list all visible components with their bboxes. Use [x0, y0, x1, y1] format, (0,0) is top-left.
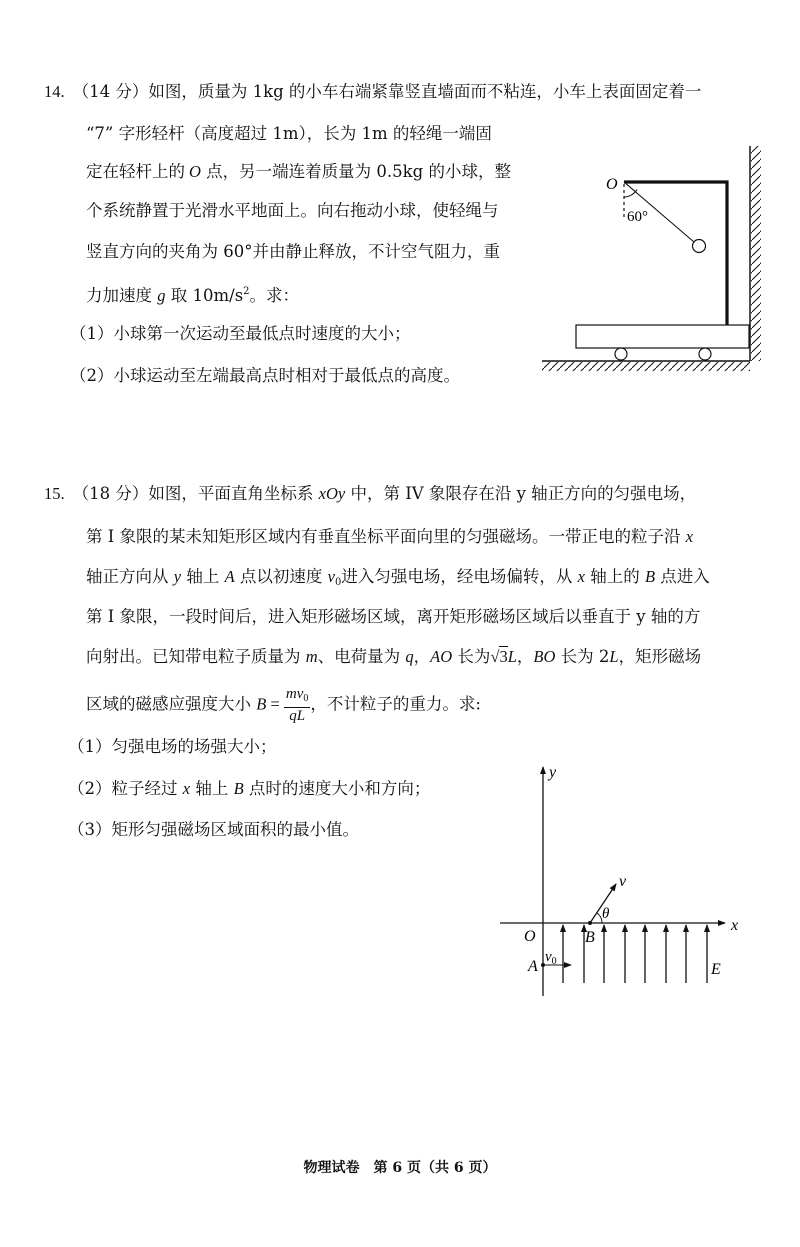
q15-text-3f: v [327, 567, 335, 586]
angle-arc [624, 190, 637, 198]
frac-denominator: qL [289, 708, 306, 724]
q15-text-1c: 中，第 IV 象限存在沿 y 轴正方向的匀强电场， [345, 484, 697, 503]
q15-sub-2e: 点时的速度大小和方向； [243, 779, 431, 798]
q14-text-6d: 2 [243, 286, 250, 297]
frac-num-text: mv [285, 686, 304, 702]
theta-label: θ [602, 906, 610, 922]
cart-body [576, 325, 749, 348]
q14-text-5: 竖直方向的夹角为 60°并由静止释放，不计空气阻力，重 [86, 242, 500, 261]
v0-label: $v_0$ [545, 949, 557, 967]
q15-text-2b: x [685, 527, 694, 546]
q14-sub-1-text: （1）小球第一次运动至最低点时速度的大小； [70, 324, 411, 343]
sqrt-sign: √ [490, 647, 500, 666]
q14-sub-2-text: （2）小球运动至左端最高点时相对于最低点的高度。 [70, 366, 460, 385]
q15-text-5d: q [405, 647, 414, 666]
q15-text-5e: ， [413, 647, 431, 666]
q15-text-1a: （18 分）如图，平面直角坐标系 [72, 484, 319, 503]
sqrt-radicand: 3 [499, 647, 508, 666]
ground-hatch [542, 362, 750, 371]
q15-text-6a: 区域的磁感应强度大小 [86, 694, 257, 714]
velocity-v-label: v [619, 873, 627, 890]
q15-text-1b: xOy [318, 484, 346, 503]
q15-text-4: 第 I 象限，一段时间后，进入矩形磁场区域，离开矩形磁场区域后以垂直于 y 轴的方 [86, 607, 701, 626]
q15-text-3k: B [644, 567, 656, 586]
point-A-label: A [528, 958, 538, 975]
y-axis-label: y [549, 764, 557, 781]
q15-sub-2c: 轴上 [190, 779, 234, 798]
angle-label: 60° [627, 209, 648, 225]
q14-text-6a: 力加速度 [86, 286, 158, 305]
q14-number: 14. [44, 82, 65, 101]
q15-text-3g: 0 [335, 577, 342, 588]
q15-text-3l: 点进入 [655, 567, 710, 586]
q14-text-6c: 取 10m/s [165, 286, 244, 305]
q15-text-2a: 第 I 象限的某未知矩形区域内有垂直坐标平面向里的匀强磁场。一带正电的粒子沿 [86, 527, 686, 546]
q14-text-2: “7” 字形轻杆（高度超过 1m），长为 1m 的轻绳一端固 [86, 124, 492, 143]
q14-text-6b: g [157, 286, 166, 305]
q15-text-5g: 长为 [452, 647, 491, 666]
ball [693, 240, 706, 253]
q15-text-5a: 向射出。已知带电粒子质量为 [86, 647, 306, 666]
q15-text-3a: 轴正方向从 [86, 567, 174, 586]
q15-text-5c: 、电荷量为 [317, 647, 406, 666]
q15-sub-3-text: （3）矩形匀强磁场区域面积的最小值。 [68, 820, 359, 839]
q15-text-6d: ，不计粒子的重力。求: [310, 694, 481, 714]
x-axis-label: x [731, 917, 739, 934]
q15-number: 15. [44, 484, 65, 503]
q15-text-5k: ， [516, 647, 534, 666]
q15-text-5b: m [305, 647, 318, 666]
q15-text-6b: B [256, 694, 267, 714]
q15-figure-coordinate-system [500, 764, 738, 996]
q14-text-6e: 。求： [249, 286, 300, 305]
q15-text-5o: ，矩形磁场 [618, 647, 702, 666]
q14-score: （14 分） [72, 82, 149, 101]
q15-text-5m: 长为 2 [555, 647, 610, 666]
q15-text-3c: 轴上 [181, 567, 225, 586]
origin-label: O [524, 928, 536, 945]
q15-text-3i: x [577, 567, 585, 586]
q15-text-3d: A [224, 567, 235, 586]
wall-hatch [751, 146, 761, 361]
q15-sub-1-text: （1）匀强电场的场强大小； [68, 737, 277, 756]
frac-num-sub: 0 [303, 693, 309, 704]
q14-text-3c: 点，另一端连着质量为 0.5kg 的小球，整 [200, 162, 511, 181]
q15-text-5l: BO [533, 647, 556, 666]
point-O-label: O [606, 176, 618, 193]
q14-text-4: 个系统静置于光滑水平地面上。向右拖动小球，使轻绳与 [86, 201, 499, 220]
q15-text-3e: 点以初速度 [234, 567, 328, 586]
page-footer: 物理试卷 第 6 页（共 6 页） [303, 1160, 497, 1176]
q15-sub-2a: （2）粒子经过 [68, 779, 183, 798]
field-E-label: E [711, 961, 721, 978]
q15-text-5j: L [507, 647, 517, 666]
q15-text-5n: L [609, 647, 619, 666]
cart-wheel-right [699, 348, 711, 360]
q14-text-3a: 定在轻杆上的 [86, 162, 185, 181]
point-B-label: B [585, 929, 595, 946]
cart-wheel-left [615, 348, 627, 360]
l-shaped-rod [624, 182, 727, 325]
q15-text-3b: y [173, 567, 182, 586]
q15-sub-2d: B [233, 779, 244, 798]
q14-text-1: 如图，质量为 1kg 的小车右端紧靠竖直墙面而不粘连，小车上表面固定着一 [148, 82, 702, 101]
q14-text-3b: O [189, 162, 201, 181]
q15-sub-2b: x [182, 779, 191, 798]
q15-text-6c: = [266, 694, 284, 714]
q15-text-5f: AO [430, 647, 453, 666]
q15-text-3j: 轴上的 [584, 567, 645, 586]
q15-text-3h: 进入匀强电场，经电场偏转，从 [341, 567, 578, 586]
q14-figure-cart-pendulum [542, 146, 761, 371]
